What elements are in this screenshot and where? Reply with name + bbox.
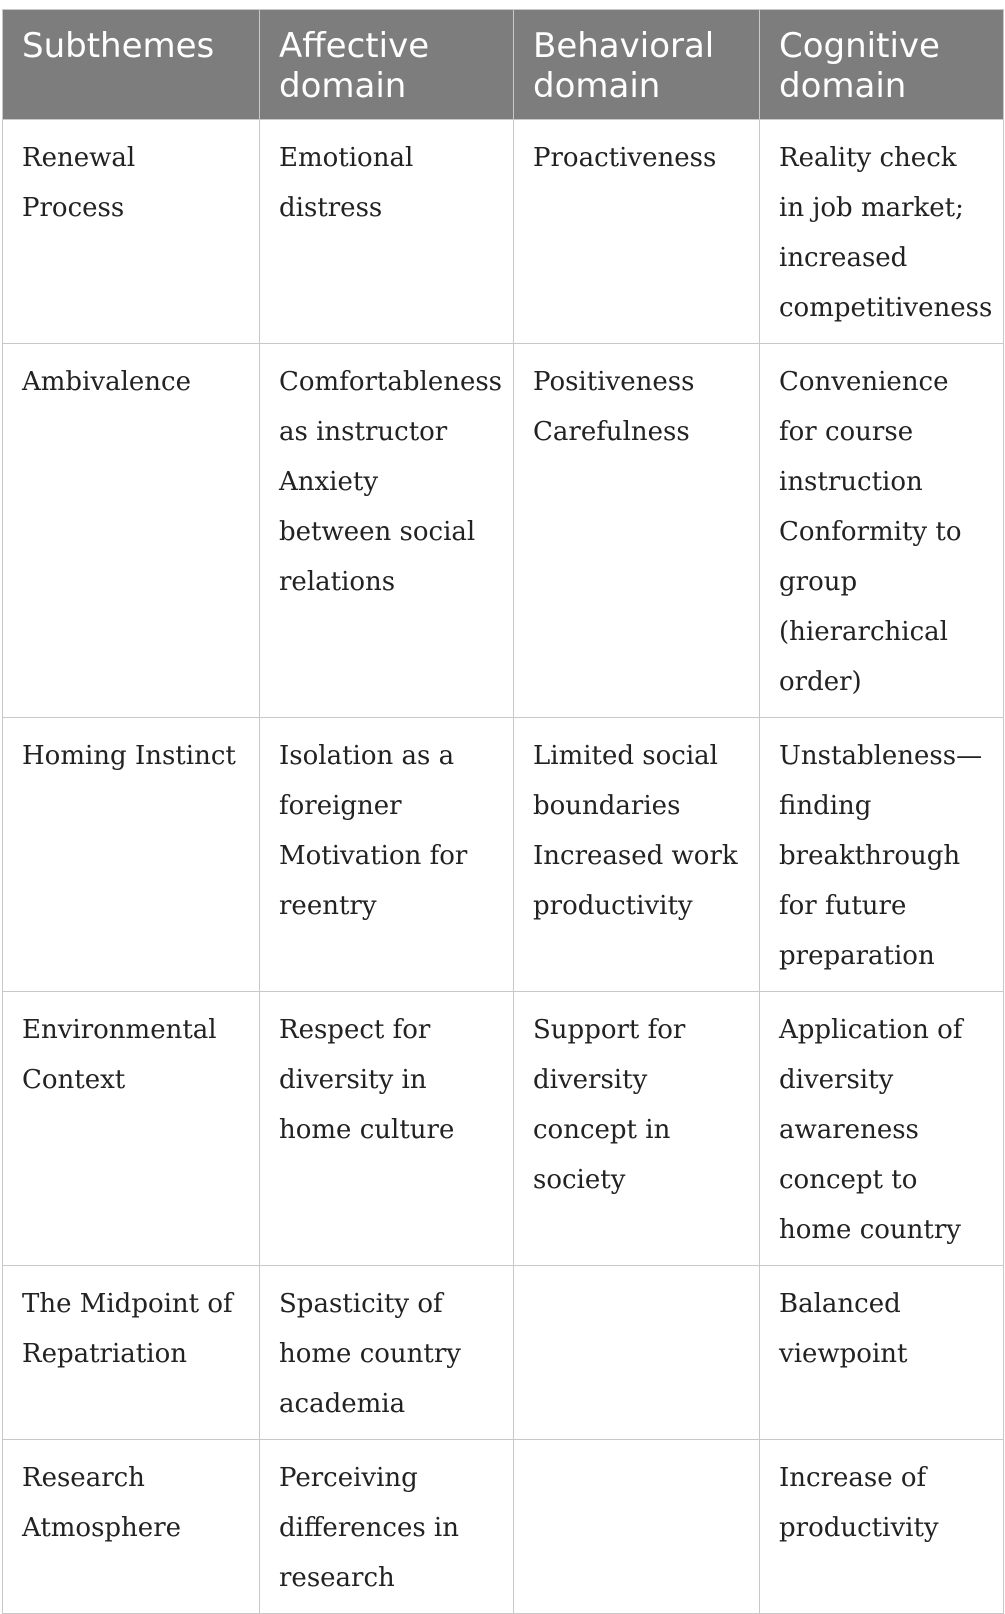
- behavioral-cell: [514, 1266, 760, 1440]
- cell-text: Motivation for reentry: [279, 841, 468, 921]
- cell-text: Emotional distress: [279, 143, 414, 223]
- cell-text: Unstableness—finding breakthrough for future preparation: [779, 741, 983, 971]
- affective-cell: [260, 718, 514, 992]
- table-body: [3, 120, 1004, 1614]
- behavioral-cell: [514, 718, 760, 992]
- table-header: [3, 10, 1004, 120]
- cognitive-cell: [760, 344, 1004, 718]
- header-affective-domain: Affective domain: [260, 10, 514, 120]
- cell-text: Perceiving differences in research: [279, 1463, 459, 1593]
- cell-text: Spasticity of home country academia: [279, 1289, 461, 1419]
- cell-text: Reality check in job market; increased competitiveness: [779, 143, 993, 323]
- table-row: [3, 1266, 1004, 1440]
- affective-cell: [260, 1266, 514, 1440]
- subtheme-cell: [3, 992, 260, 1266]
- cell-text: Balanced viewpoint: [779, 1289, 908, 1369]
- table-row: [3, 992, 1004, 1266]
- cell-text: Carefulness: [533, 417, 690, 447]
- cell-text: Limited social boundaries: [533, 741, 718, 821]
- cell-text: Proactiveness: [533, 143, 717, 173]
- subtheme-cell: [3, 1440, 260, 1614]
- cell-text: Environmental Context: [22, 1015, 217, 1095]
- subtheme-cell: [3, 718, 260, 992]
- header-row: [3, 10, 1004, 120]
- cell-text: Application of diversity awareness concept to home country: [779, 1015, 963, 1245]
- header-subthemes: Subthemes: [3, 10, 260, 120]
- cell-text: Conformity to group (hierarchical order): [779, 517, 962, 697]
- cell-text: Support for diversity concept in society: [533, 1015, 686, 1195]
- cell-text: Increased work productivity: [533, 841, 738, 921]
- cognitive-cell: [760, 992, 1004, 1266]
- behavioral-cell: [514, 992, 760, 1266]
- cell-text: Respect for diversity in home culture: [279, 1015, 455, 1145]
- table-row: [3, 1440, 1004, 1614]
- subtheme-cell: [3, 344, 260, 718]
- cell-text: Renewal Process: [22, 143, 136, 223]
- cell-text: Comfortableness as instructor: [279, 367, 503, 447]
- header-behavioral-domain: Behavioral domain: [514, 10, 760, 120]
- cell-text: Increase of productivity: [779, 1463, 939, 1543]
- cell-text: Anxiety between social relations: [279, 467, 476, 597]
- behavioral-cell: [514, 344, 760, 718]
- affective-cell: [260, 992, 514, 1266]
- cell-text: Positiveness: [533, 367, 695, 397]
- table-row: [3, 344, 1004, 718]
- cell-text: The Midpoint of Repatriation: [22, 1289, 233, 1369]
- affective-cell: [260, 120, 514, 344]
- affective-cell: [260, 344, 514, 718]
- behavioral-cell: [514, 1440, 760, 1614]
- subthemes-table: [2, 9, 1004, 1614]
- cell-text: Homing Instinct: [22, 741, 236, 771]
- cognitive-cell: [760, 1266, 1004, 1440]
- affective-cell: [260, 1440, 514, 1614]
- cell-text: Ambivalence: [22, 367, 191, 397]
- table-row: [3, 718, 1004, 992]
- header-cognitive-domain: Cognitive domain: [760, 10, 1004, 120]
- subtheme-cell: [3, 120, 260, 344]
- cognitive-cell: [760, 718, 1004, 992]
- cell-text: Research Atmosphere: [22, 1463, 182, 1543]
- cognitive-cell: [760, 120, 1004, 344]
- subtheme-cell: [3, 1266, 260, 1440]
- cell-text: Isolation as a foreigner: [279, 741, 455, 821]
- cell-text: Convenience for course instruction: [779, 367, 949, 497]
- cognitive-cell: [760, 1440, 1004, 1614]
- table-row: [3, 120, 1004, 344]
- behavioral-cell: [514, 120, 760, 344]
